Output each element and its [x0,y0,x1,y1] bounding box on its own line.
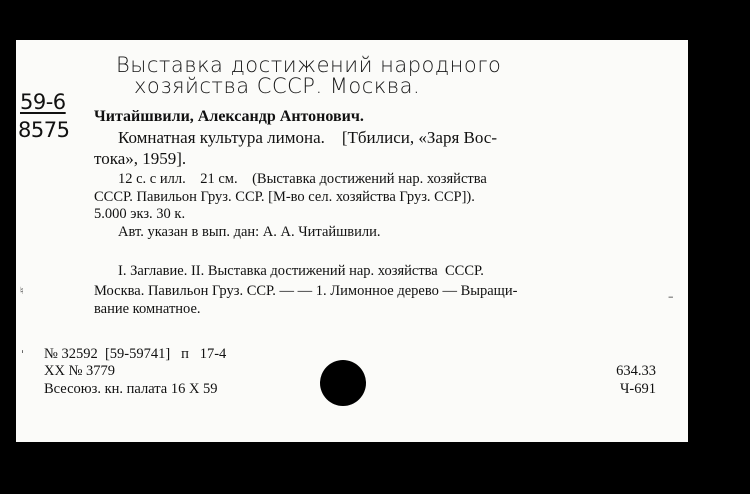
tracings-line2: Москва. Павильон Груз. ССР. — — 1. Лимонное дерево — Выращи- [94,283,518,299]
tracings-line3: вание комнатное. [94,301,201,317]
margin-tick: ˈ [21,348,25,361]
collation-line3: 5.000 экз. 30 к. [94,206,186,222]
footer-classification: 634.33 [616,363,656,379]
collation-line1: 12 с. с илл. 21 см. (Выставка достижений нар. хозяйства [118,171,487,187]
tracings-line1: I. Заглавие. II. Выставка достижений нар. хозяйства СССР. [118,263,484,279]
margin-mark: ♮ [20,286,24,297]
footer-author-mark: Ч-691 [619,381,656,397]
footer-chamber: Всесоюз. кн. палата 16 X 59 [44,381,218,397]
call-number-bottom: 8575 [18,118,70,142]
handwritten-heading-line2: хозяйства СССР. Москва. [134,74,421,98]
footer-xx-number: XX № 3779 [44,363,116,379]
margin-dash: – [668,290,674,303]
handwritten-heading-line1: Выставка достижений народного [116,53,502,77]
call-number-top: 59-6 [20,90,66,114]
catalog-card [16,40,688,442]
footer-record-number: № 32592 [59-59741] п 17-4 [44,346,227,362]
punch-hole [320,360,366,406]
title-line2: тока», 1959]. [94,149,187,168]
collation-line2: СССР. Павильон Груз. ССР. [М-во сел. хозяйства Груз. ССР]). [94,189,475,205]
author-note: Авт. указан в вып. дан: А. А. Читайшвили. [118,224,381,240]
title-line1: Комнатная культура лимона. [Тбилиси, «Заря Вос- [118,128,497,147]
author-heading: Читайшвили, Александр Антонович. [94,108,364,125]
